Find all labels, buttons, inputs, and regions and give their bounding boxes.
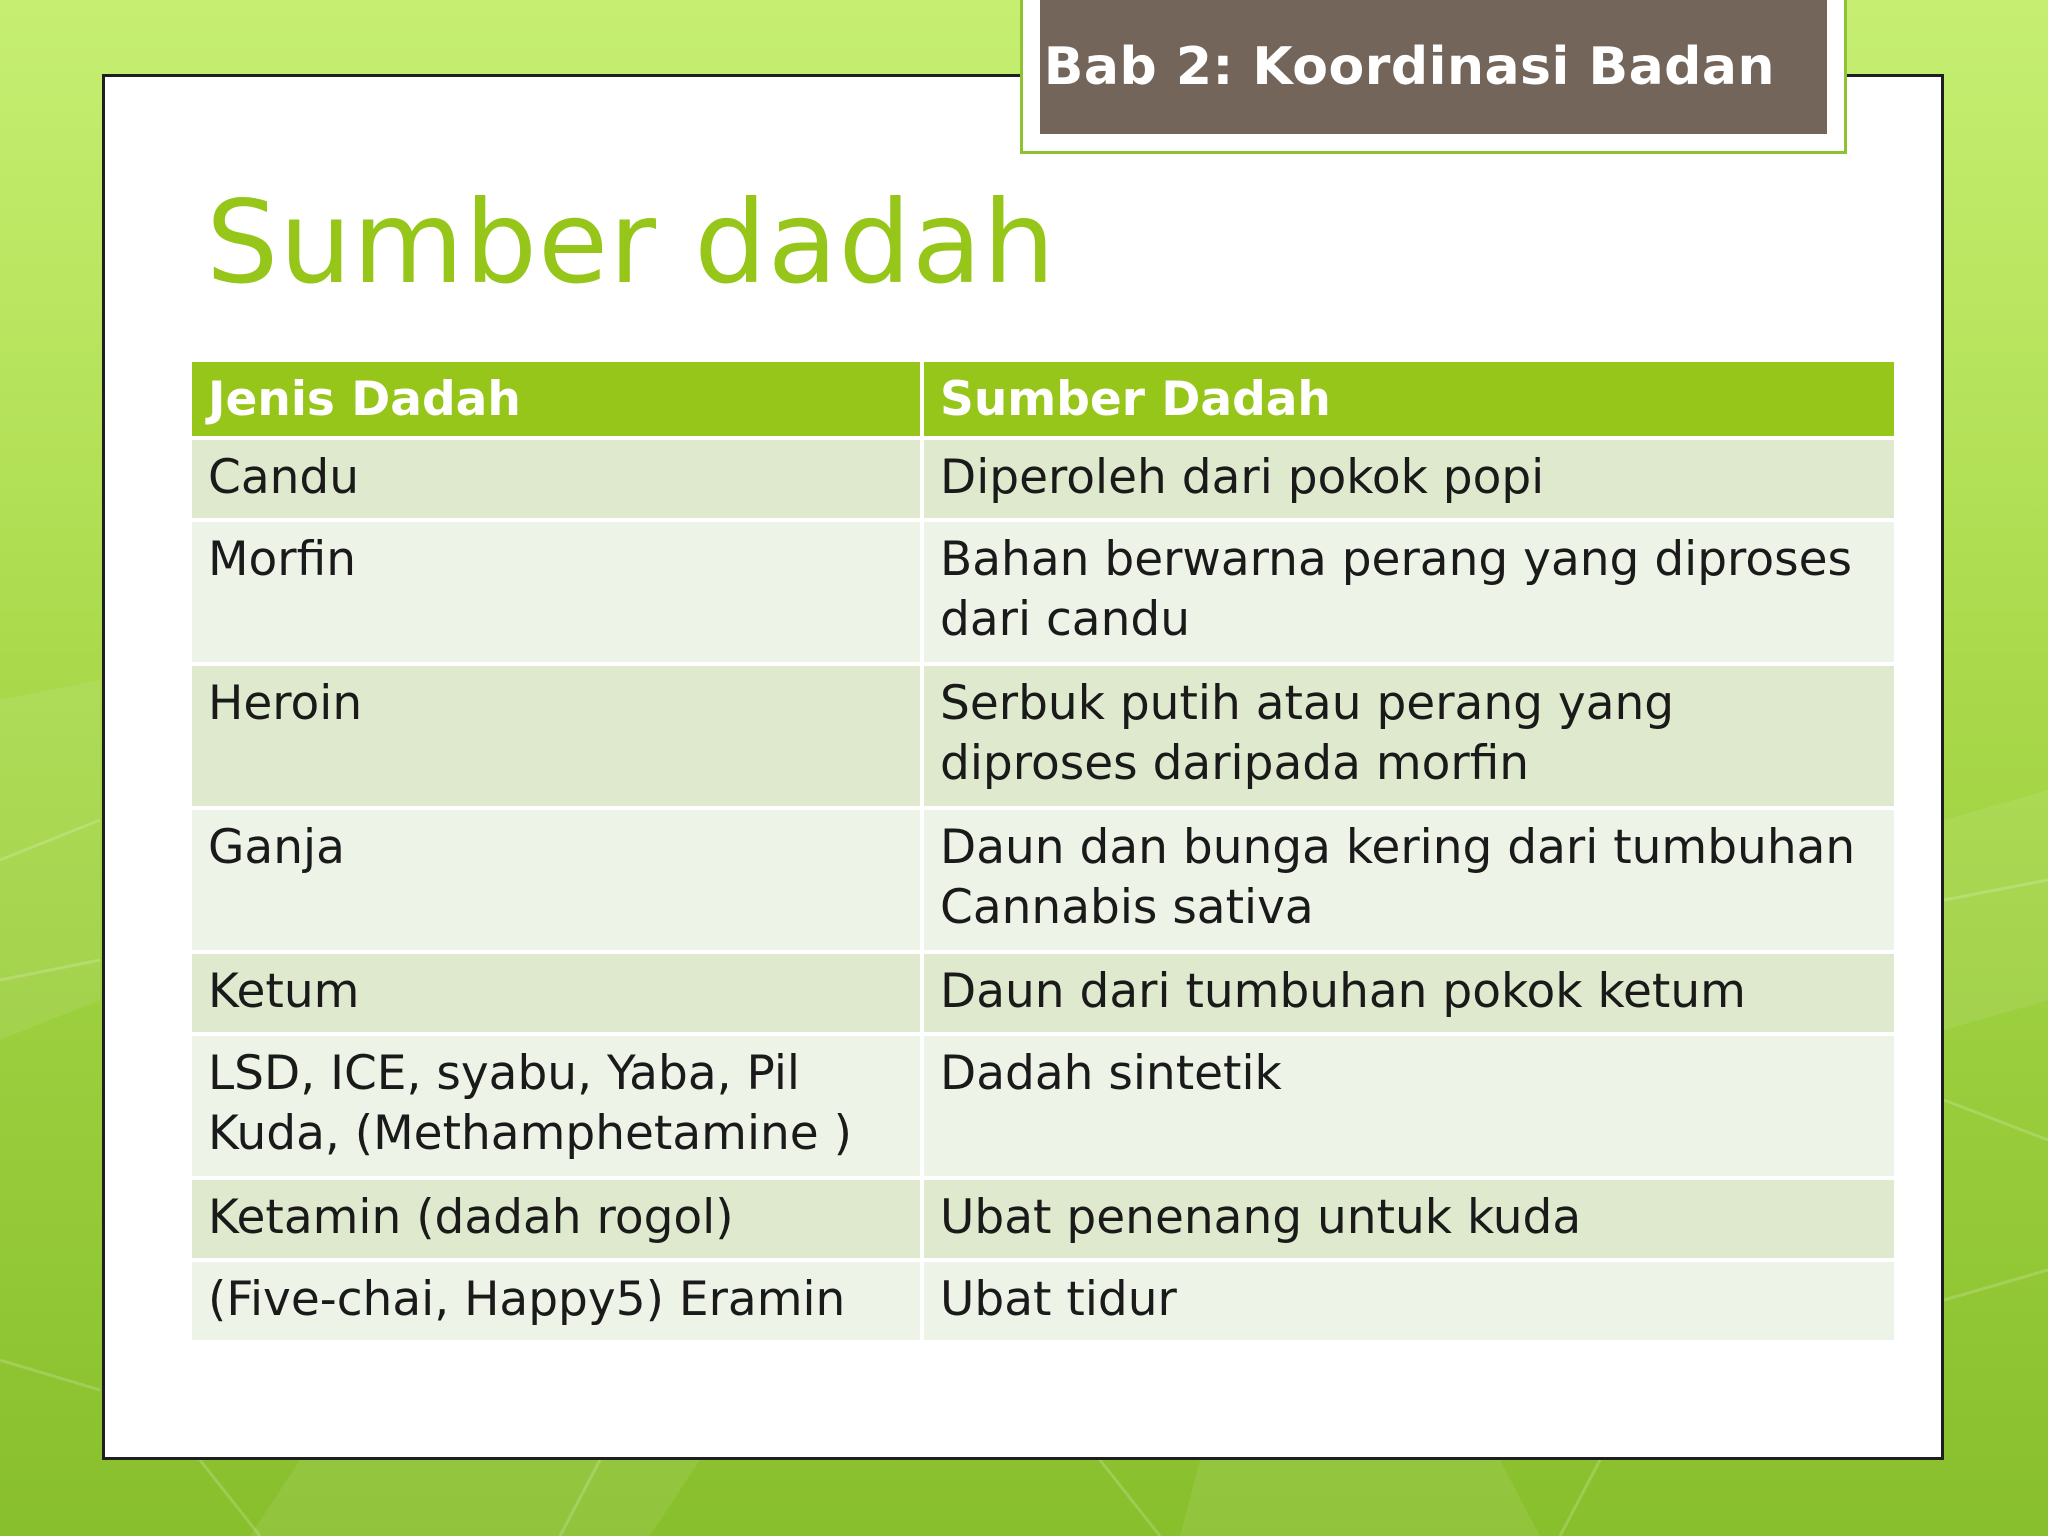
- table-row: [190, 1178, 1896, 1260]
- slide-title: Sumber dadah: [206, 176, 1056, 309]
- drug-type-cell: Ketum: [190, 952, 922, 1034]
- header-drug-type: Jenis Dadah: [190, 360, 922, 438]
- drug-source-cell: Daun dari tumbuhan pokok ketum: [922, 952, 1896, 1034]
- drug-type-cell: LSD, ICE, syabu, Yaba, Pil Kuda, (Methamphetamine ): [190, 1034, 922, 1178]
- table-row: [190, 952, 1896, 1034]
- drug-source-cell: Ubat tidur: [922, 1260, 1896, 1342]
- table-header-row: [190, 360, 1896, 438]
- drug-type-cell: Candu: [190, 438, 922, 520]
- table-row: [190, 808, 1896, 952]
- drug-type-cell: Heroin: [190, 664, 922, 808]
- table-row: [190, 520, 1896, 664]
- drug-source-cell: Bahan berwarna perang yang diproses dari candu: [922, 520, 1896, 664]
- header-drug-source: Sumber Dadah: [922, 360, 1896, 438]
- drug-type-cell: Ganja: [190, 808, 922, 952]
- drug-source-cell: Ubat penenang untuk kuda: [922, 1178, 1896, 1260]
- drug-type-cell: (Five-chai, Happy5) Eramin: [190, 1260, 922, 1342]
- chapter-label: Bab 2: Koordinasi Badan: [1043, 37, 1775, 97]
- drug-source-cell: Daun dan bunga kering dari tumbuhan Cannabis sativa: [922, 808, 1896, 952]
- drug-source-cell: Serbuk putih atau perang yang diproses daripada morfin: [922, 664, 1896, 808]
- drug-type-cell: Ketamin (dadah rogol): [190, 1178, 922, 1260]
- table-row: [190, 438, 1896, 520]
- chapter-tab: [1040, 0, 1827, 134]
- drug-source-cell: Diperoleh dari pokok popi: [922, 438, 1896, 520]
- drug-source-cell: Dadah sintetik: [922, 1034, 1896, 1178]
- drug-sources-table: [188, 358, 1898, 1344]
- table-row: [190, 1034, 1896, 1178]
- drug-type-cell: Morfin: [190, 520, 922, 664]
- table-row: [190, 664, 1896, 808]
- table-row: [190, 1260, 1896, 1342]
